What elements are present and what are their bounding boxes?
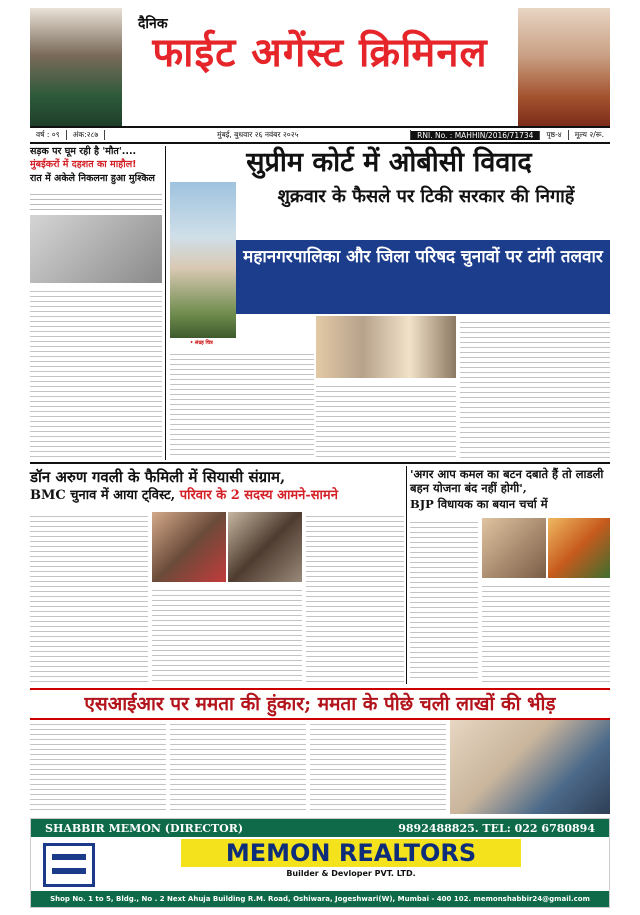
lead-body-col2	[316, 382, 456, 458]
gawli-photo-2	[228, 512, 302, 582]
lead-blue-box: महानगरपालिका और जिला परिषद चुनावों पर टांगी तलवार	[236, 240, 610, 314]
bjp-headline: 'अगर आप कमल का बटन दबाते हैं तो लाडली बहन योजना बंद नहीं होगी',	[410, 467, 604, 495]
mamata-body-col2	[170, 720, 306, 814]
bjp-subhead: BJP विधायक का बयान चर्चा में	[410, 497, 548, 511]
supreme-court-photo	[170, 182, 236, 338]
info-pages: पृष्ठ-४	[540, 130, 568, 140]
info-year: वर्ष : ०९	[30, 130, 67, 140]
info-rni: RNI. No. : MAHHIN/2016/71734	[411, 131, 540, 140]
bjp-body-col1	[410, 518, 478, 682]
left-story-photo	[30, 215, 162, 283]
bjp-photo-2	[548, 518, 610, 578]
gawli-subhead-red: परिवार के 2 सदस्य आमने-सामने	[179, 488, 338, 503]
mamata-rally-photo	[450, 720, 610, 814]
ad-director: SHABBIR MEMON (DIRECTOR)	[45, 821, 244, 835]
memon-logo-icon	[43, 843, 95, 887]
gawli-body-col3	[306, 512, 404, 682]
info-price: मूल्य २/रू.	[574, 130, 604, 139]
ad-top-bar	[31, 819, 609, 837]
bjp-photo-1	[482, 518, 546, 578]
info-bar	[30, 126, 610, 144]
gawli-photo-1	[152, 512, 226, 582]
lead-body-col3	[460, 318, 610, 458]
left-story-lead-text	[30, 190, 162, 212]
masthead	[30, 8, 610, 126]
ad-subtitle: Builder & Devloper PVT. LTD.	[286, 869, 416, 878]
lead-subhead: शुक्रवार के फैसले पर टिकी सरकार की निगाहें	[277, 186, 575, 207]
gawli-subhead	[30, 488, 402, 504]
column-divider	[165, 146, 166, 460]
left-story-kicker: सड़क पर घूम रही है 'मौत'....	[30, 146, 137, 157]
mamata-body-col3	[310, 720, 446, 814]
left-story	[30, 146, 164, 184]
gawli-subhead-black: BMC चुनाव में आया ट्विस्ट,	[30, 488, 176, 503]
info-issue: अंक:२८७	[67, 130, 106, 140]
masthead-title: फाईट अगेंस्ट क्रिमिनल	[152, 29, 488, 76]
info-date: मुंबई, बुधवार २६ नवंबर २०२५	[105, 130, 411, 140]
lead-headline: सुप्रीम कोर्ट में ओबीसी विवाद	[246, 147, 532, 178]
lead-photo-caption: • संग्रह चित्र	[190, 340, 213, 346]
gawli-body-col2	[152, 586, 302, 682]
masthead-small-title: दैनिक	[138, 16, 168, 32]
ad-phone: 9892488825. TEL: 022 6780894	[398, 821, 595, 835]
left-story-subhead: रात में अकेले निकलना हुआ मुश्किल	[30, 172, 155, 184]
lead-body-col1	[170, 350, 314, 458]
masthead-photo-right	[518, 8, 610, 126]
section-rule	[30, 462, 610, 464]
ad-company-name: MEMON REALTORS	[181, 839, 521, 867]
left-story-body	[30, 287, 162, 457]
politicians-photo	[316, 316, 456, 378]
mamata-headline: एसआईआर पर ममता की हुंकार; ममता के पीछे चली लाखों की भीड़	[30, 688, 610, 720]
ad-address: Shop No. 1 to 5, Bldg., No . 2 Next Ahuja Building R.M. Road, Oshiwara, Jogeshwari(W), Mumbai - 400 102. memonshabbir24@gmail.com	[31, 891, 609, 907]
story-divider	[406, 466, 407, 684]
masthead-photo-left	[30, 8, 122, 126]
mamata-body-col1	[30, 720, 166, 814]
gawli-headline: डॉन अरुण गवली के फैमिली में सियासी संग्राम,	[30, 468, 286, 486]
memon-realtors-ad	[30, 818, 610, 908]
gawli-body-col1	[30, 512, 148, 682]
bjp-body-col2	[482, 582, 610, 682]
left-story-headline: मुंबईकरों में दहशत का माहौल!	[30, 159, 137, 171]
